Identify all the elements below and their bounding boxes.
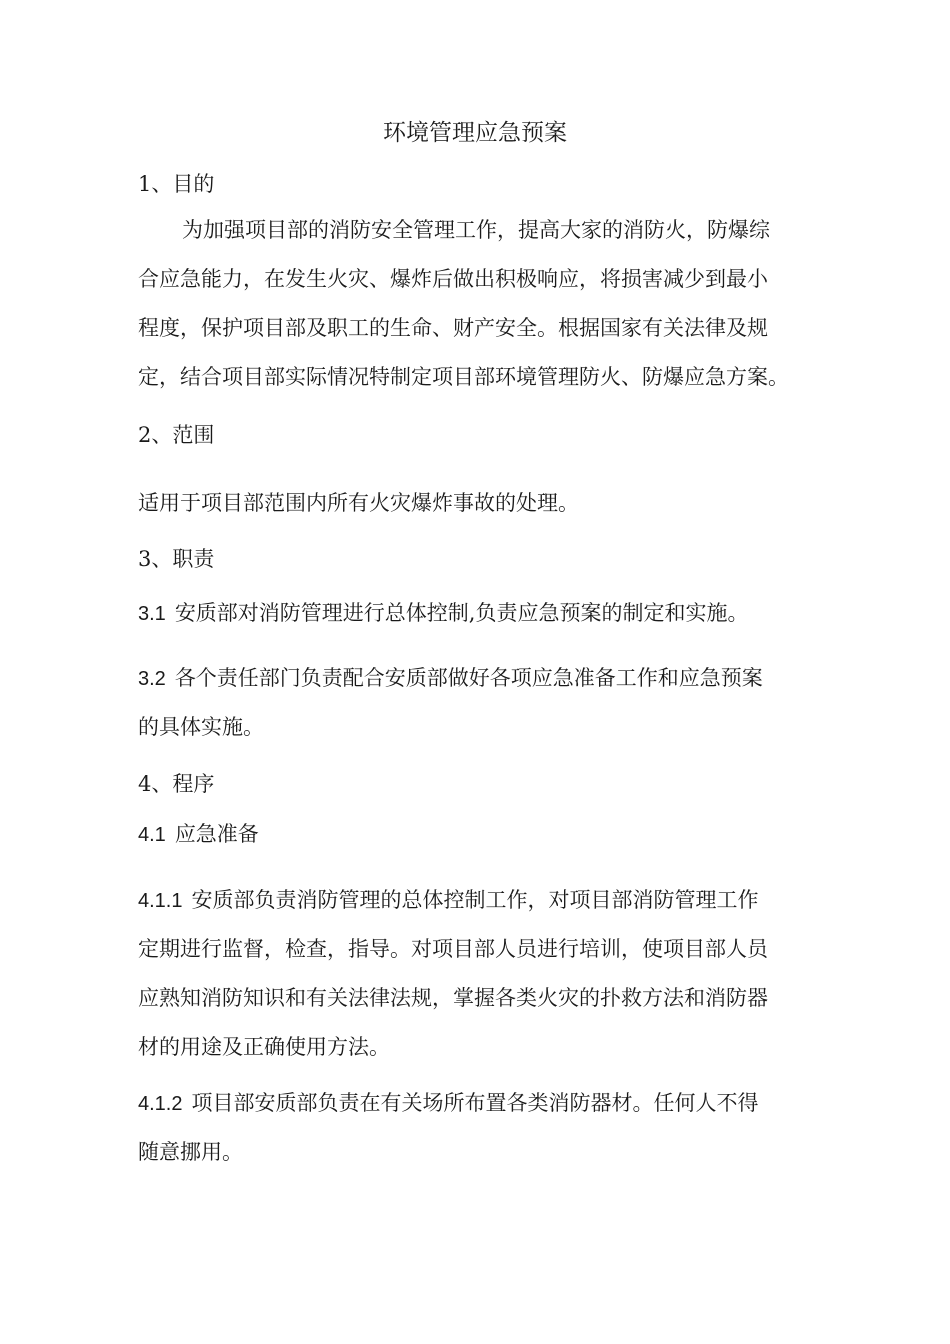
clause-4-1-1: [138, 884, 758, 917]
clause-3-2: [138, 662, 763, 695]
section-3-heading: 3、职责: [138, 547, 215, 571]
clause-text: 项目部安质部负责在有关场所布置各类消防器材。任何人不得: [191, 1091, 759, 1115]
clause-text: 各个责任部门负责配合安质部做好各项应急准备工作和应急预案: [174, 666, 763, 690]
paragraph-line: 定，结合项目部实际情况特制定项目部环境管理防火、防爆应急方案。: [138, 365, 789, 389]
document-title: 环境管理应急预案: [383, 120, 567, 146]
paragraph-line: 材的用途及正确使用方法。: [138, 1035, 390, 1059]
clause-number: 4.1.2: [138, 1093, 183, 1115]
clause-number: 3.2: [138, 668, 166, 690]
section-1-heading: 1、目的: [138, 172, 215, 196]
clause-text: 安质部负责消防管理的总体控制工作，对项目部消防管理工作: [191, 888, 759, 912]
paragraph-line: 合应急能力，在发生火灾、爆炸后做出积极响应，将损害减少到最小: [138, 267, 768, 291]
paragraph-line: 定期进行监督，检查，指导。对项目部人员进行培训，使项目部人员: [138, 937, 768, 961]
paragraph-line: 程度，保护项目部及职工的生命、财产安全。根据国家有关法律及规: [138, 316, 768, 340]
clause-number: 4.1.1: [138, 890, 183, 912]
paragraph-line: 应熟知消防知识和有关法律法规，掌握各类火灾的扑救方法和消防器: [138, 986, 768, 1010]
clause-number: 3.1: [138, 603, 166, 625]
clause-text: 安质部对消防管理进行总体控制,负责应急预案的制定和实施。: [174, 601, 749, 625]
clause-text: 应急准备: [174, 822, 259, 846]
clause-number: 4.1: [138, 824, 166, 846]
paragraph-line: 随意挪用。: [138, 1140, 243, 1164]
section-4-heading: 4、程序: [138, 772, 215, 796]
clause-3-1: [138, 597, 749, 630]
clause-4-1: [138, 818, 259, 851]
clause-4-1-2: [138, 1087, 758, 1120]
paragraph-line: 为加强项目部的消防安全管理工作，提高大家的消防火，防爆综: [182, 218, 770, 242]
paragraph-line: 适用于项目部范围内所有火灾爆炸事故的处理。: [138, 491, 579, 515]
section-2-heading: 2、范围: [138, 423, 215, 447]
paragraph-line: 的具体实施。: [138, 715, 264, 739]
